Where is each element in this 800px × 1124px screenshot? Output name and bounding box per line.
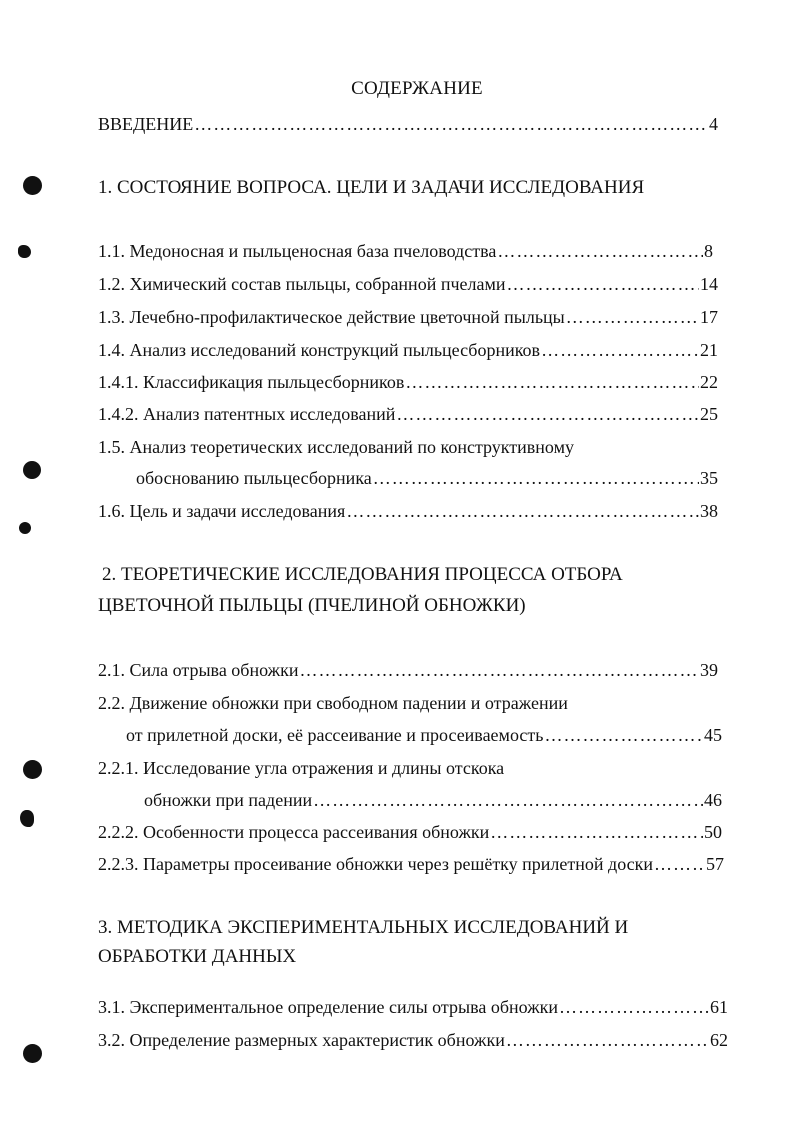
toc-entry-intro[interactable] (98, 113, 718, 135)
chapter-1-heading: 1. СОСТОЯНИЕ ВОПРОСА. ЦЕЛИ И ЗАДАЧИ ИССЛЕДОВАНИЯ (98, 177, 645, 198)
toc-entry-label: 2.1. Сила отрыва обножки (98, 660, 299, 680)
leader-dots (506, 1029, 709, 1051)
toc-entry-page: 61 (710, 997, 728, 1017)
chapter-3-heading-line-1: 3. МЕТОДИКА ЭКСПЕРИМЕНТАЛЬНЫХ ИССЛЕДОВАНИЙ И (98, 917, 629, 938)
toc-entry-1-4-2[interactable] (98, 403, 718, 425)
toc-entry-2-2[interactable] (126, 724, 722, 746)
toc-entry-1-4[interactable] (98, 339, 718, 361)
leader-dots (313, 789, 703, 811)
toc-entry-label: 1.3. Лечебно-профилактическое действие цветочной пыльцы (98, 307, 565, 327)
toc-entry-1-2[interactable] (98, 273, 718, 295)
leader-dots (507, 273, 700, 295)
toc-entry-label: обножки при падении (144, 790, 313, 810)
leader-dots (497, 240, 703, 262)
toc-entry-label: 1.4. Анализ исследований конструкций пыльцесборников (98, 340, 541, 360)
leader-dots (490, 821, 703, 843)
toc-entry-page: 57 (706, 854, 724, 874)
leader-dots (654, 853, 705, 875)
leader-dots (405, 371, 699, 393)
punch-hole (23, 1044, 42, 1063)
punch-hole (23, 760, 42, 779)
toc-entry-1-5-label[interactable]: 1.5. Анализ теоретических исследований по конструктивному (98, 437, 574, 457)
toc-entry-page: 21 (700, 340, 718, 360)
toc-entry-1-1[interactable] (98, 240, 713, 262)
toc-entry-label: ВВЕДЕНИЕ (98, 114, 194, 134)
punch-hole (23, 461, 41, 479)
leader-dots (541, 339, 699, 361)
toc-entry-page: 38 (700, 501, 718, 521)
toc-entry-label: 1.4.2. Анализ патентных исследований (98, 404, 396, 424)
toc-entry-label: 1.6. Цель и задачи исследования (98, 501, 346, 521)
toc-entry-label: 1.1. Медоносная и пыльценосная база пчеловодства (98, 241, 497, 261)
toc-entry-page: 4 (709, 114, 718, 134)
toc-entry-1-6[interactable] (98, 500, 718, 522)
toc-entry-2-2-2[interactable] (98, 821, 722, 843)
toc-entry-label: от прилетной доски, её рассеивание и просеиваемость (126, 725, 544, 745)
leader-dots (559, 996, 709, 1018)
toc-entry-3-2[interactable] (98, 1029, 728, 1051)
toc-entry-page: 22 (700, 372, 718, 392)
toc-entry-page: 46 (704, 790, 722, 810)
toc-entry-1-4-1[interactable] (98, 371, 718, 393)
leader-dots (566, 306, 699, 328)
toc-entry-page: 39 (700, 660, 718, 680)
toc-entry-page: 25 (700, 404, 718, 424)
toc-entry-1-3[interactable] (98, 306, 718, 328)
toc-entry-page: 50 (704, 822, 722, 842)
toc-entry-label: 1.2. Химический состав пыльцы, собранной пчелами (98, 274, 506, 294)
toc-entry-2-2-1-label[interactable]: 2.2.1. Исследование угла отражения и длины отскока (98, 758, 505, 778)
punch-hole (23, 176, 42, 195)
toc-entry-label: обоснованию пыльцесборника (136, 468, 372, 488)
punch-hole (19, 522, 31, 534)
chapter-3-heading-line-2: ОБРАБОТКИ ДАННЫХ (98, 946, 297, 967)
chapter-2-heading-line-2: ЦВЕТОЧНОЙ ПЫЛЬЦЫ (ПЧЕЛИНОЙ ОБНОЖКИ) (98, 595, 526, 616)
toc-entry-page: 14 (700, 274, 718, 294)
toc-entry-1-5[interactable] (136, 467, 718, 489)
toc-entry-2-1[interactable] (98, 659, 718, 681)
leader-dots (544, 724, 703, 746)
leader-dots (299, 659, 699, 681)
toc-entry-page: 8 (704, 241, 713, 261)
toc-entry-page: 62 (710, 1030, 728, 1050)
toc-entry-2-2-3[interactable] (98, 853, 724, 875)
leader-dots (194, 113, 708, 135)
toc-entry-label: 3.2. Определение размерных характеристик обножки (98, 1030, 505, 1050)
toc-entry-label: 1.4.1. Классификация пыльцесборников (98, 372, 405, 392)
toc-entry-label: 2.2.2. Особенности процесса рассеивания обножки (98, 822, 490, 842)
toc-entry-page: 35 (700, 468, 718, 488)
toc-title: СОДЕРЖАНИЕ (351, 78, 483, 99)
toc-entry-label: 2.2.3. Параметры просеивание обножки через решётку прилетной доски (98, 854, 654, 874)
leader-dots (396, 403, 699, 425)
punch-hole (20, 810, 34, 827)
toc-entry-label: 3.1. Экспериментальное определение силы отрыва обножки (98, 997, 559, 1017)
chapter-2-heading-line-1: 2. ТЕОРЕТИЧЕСКИЕ ИССЛЕДОВАНИЯ ПРОЦЕССА ОТБОРА (102, 564, 623, 585)
toc-entry-3-1[interactable] (98, 996, 728, 1018)
toc-entry-page: 45 (704, 725, 722, 745)
leader-dots (346, 500, 699, 522)
punch-hole (18, 245, 31, 258)
toc-entry-2-2-1[interactable] (144, 789, 722, 811)
toc-entry-page: 17 (700, 307, 718, 327)
leader-dots (373, 467, 699, 489)
toc-entry-2-2-label[interactable]: 2.2. Движение обножки при свободном падении и отражении (98, 693, 568, 713)
